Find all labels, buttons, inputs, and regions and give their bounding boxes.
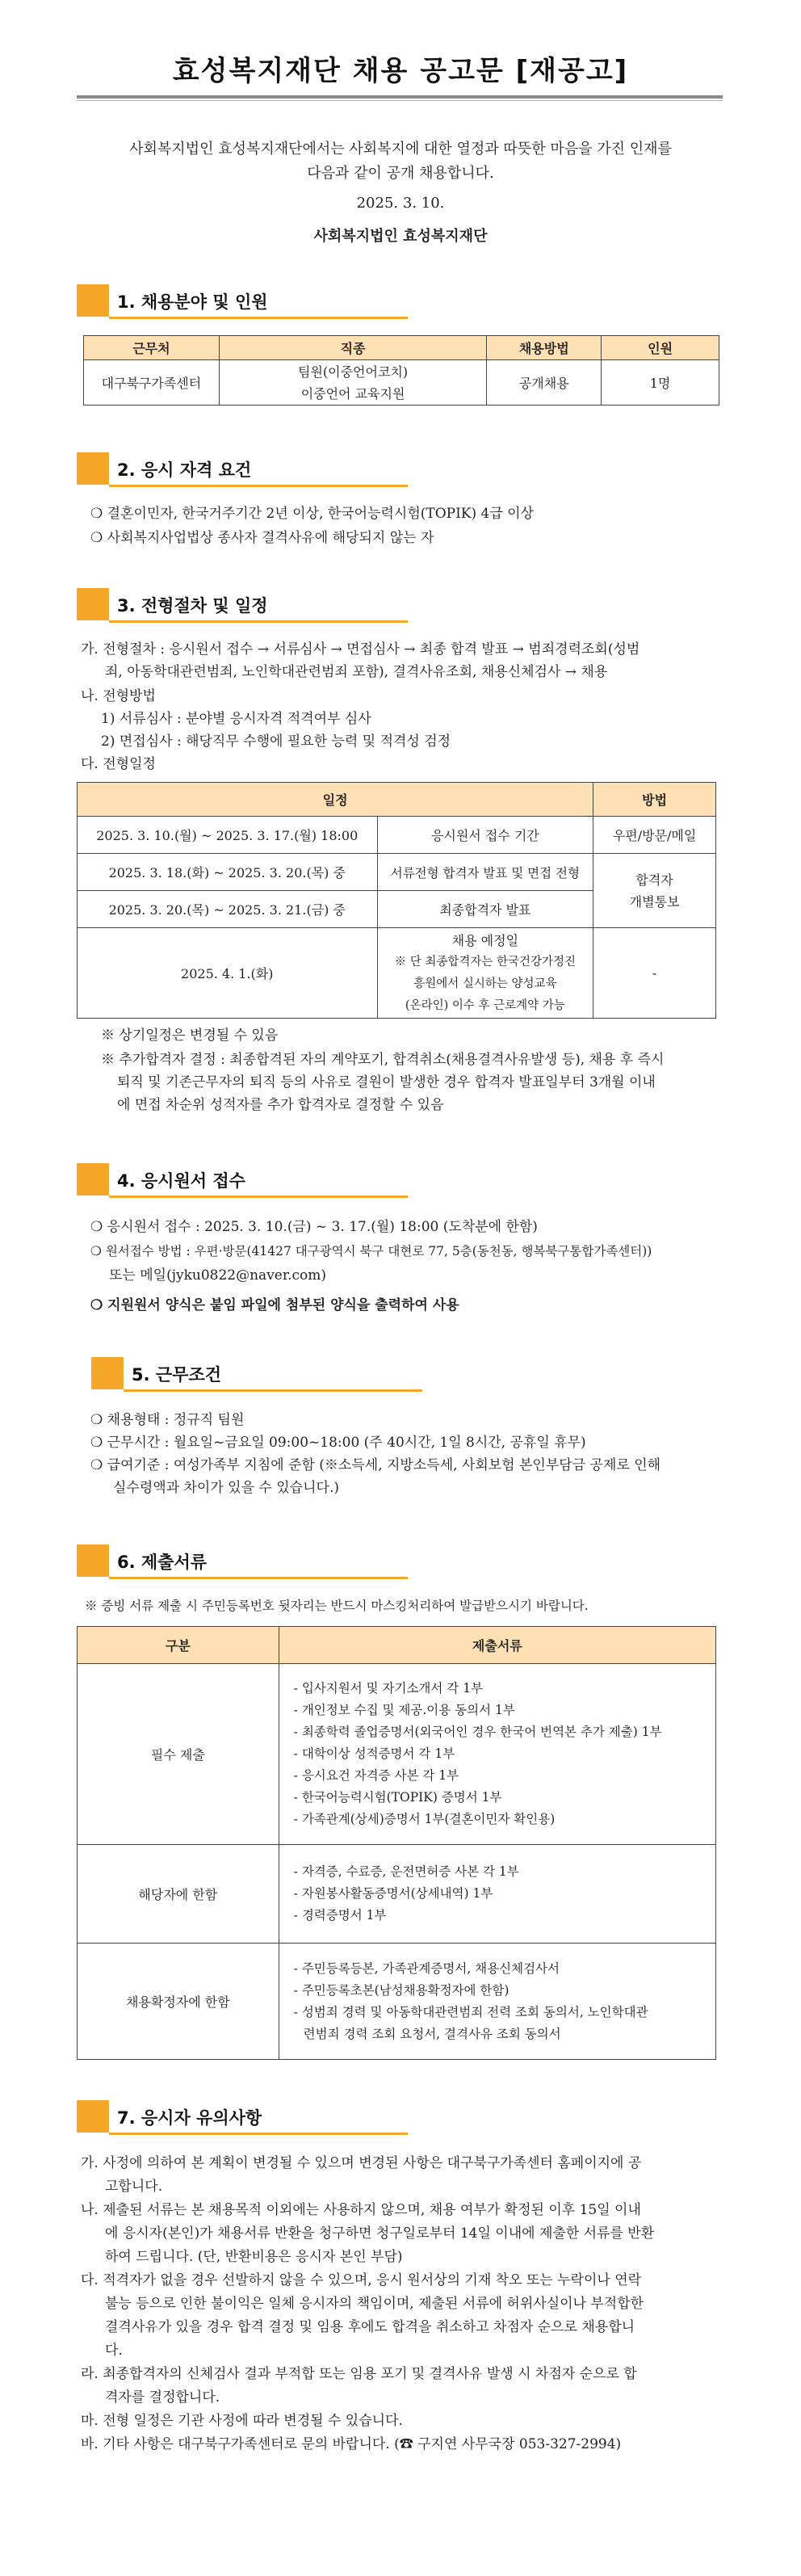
- application-form-note: ❍ 지원원서 양식은 붙임 파일에 첨부된 양식을 출력하여 사용: [90, 1297, 459, 1313]
- section-5-title: 5. 근무조건: [132, 1365, 222, 1385]
- category-hired: 채용확정자에 한함: [78, 1944, 279, 2060]
- notice-line: 다.: [105, 2343, 123, 2359]
- method-notify-1: 합격자: [635, 872, 673, 888]
- schedule-date-4: 2025. 4. 1.(화): [78, 928, 378, 1019]
- required-doc: - 대학이상 성적증명서 각 1부: [293, 1746, 455, 1761]
- section-badge: [77, 1163, 109, 1196]
- th-schedule-method: 방법: [593, 783, 716, 817]
- th-method: 채용방법: [487, 336, 602, 360]
- method-notify-2: 개별통보: [629, 893, 680, 910]
- hired-docs: [279, 1944, 715, 2060]
- notice-line: 다. 적격자가 없을 경우 선발하지 않을 수 있으며, 응시 원서상의 기재 착오 또는 누락이나 연락: [81, 2272, 642, 2288]
- th-schedule: 일정: [78, 783, 593, 817]
- documents-note: ※ 증빙 서류 제출 시 주민등록번호 뒷자리는 반드시 마스킹처리하여 발급받으시기 바랍니다.: [85, 1599, 589, 1613]
- schedule-item-1: 응시원서 접수 기간: [377, 817, 593, 854]
- hired-doc: - 주민등록초본(남성채용확정자에 한함): [293, 1982, 510, 1998]
- work-hours: ❍ 근무시간 : 월요일~금요일 09:00~18:00 (주 40시간, 1일 8시간, 공휴일 휴무): [90, 1435, 586, 1451]
- intro-line-1: 사회복지법인 효성복지재단에서는 사회복지에 대한 열정과 따뜻한 마음을 가진 인재를: [129, 141, 672, 158]
- schedule-date-3: 2025. 3. 20.(목) ~ 2025. 3. 21.(금) 중: [78, 891, 378, 928]
- notice-line: 라. 최종합격자의 신체검사 결과 부적합 또는 임용 포기 및 결격사유 발생 시 차점자 순으로 합: [81, 2366, 637, 2382]
- application-period: ❍ 응시원서 접수 : 2025. 3. 10.(금) ~ 3. 17.(월) 18:00 (도착분에 한함): [90, 1219, 538, 1235]
- required-docs: [279, 1664, 715, 1845]
- notice-line: 결격사유가 있을 경우 합격 결정 및 임용 후에도 합격을 취소하고 차점자 순으로 채용합니: [105, 2319, 635, 2335]
- section-5-heading: [91, 1357, 422, 1397]
- notice-line: 격자를 결정합니다.: [105, 2389, 220, 2406]
- section-2-heading: [77, 452, 408, 493]
- method-heading: 나. 전형방법: [81, 688, 156, 704]
- required-doc: - 최종학력 졸업증명서(외국어인 경우 한국어 번역본 추가 제출) 1부: [293, 1725, 662, 1739]
- schedule-date-1: 2025. 3. 10.(월) ~ 2025. 3. 17.(월) 18:00: [78, 817, 378, 854]
- section-4-heading: [77, 1163, 408, 1204]
- cell-place: 대구북구가족센터: [84, 360, 220, 406]
- notice-line: 바. 기타 사항은 대구북구가족센터로 문의 바랍니다. (☎ 구지연 사무국장 053-327-2994): [81, 2436, 622, 2452]
- section-3-title: 3. 전형절차 및 일정: [117, 596, 268, 616]
- hired-doc: 련범죄 경력 조회 요청서, 결격사유 조회 동의서: [303, 2026, 561, 2041]
- cell-method: 공개채용: [487, 360, 602, 406]
- notice-line: 불능 등으로 인한 불이익은 일체 응시자의 책임이며, 제출된 서류에 허위사실이나 부적합한: [105, 2296, 644, 2312]
- required-doc: - 응시요건 자격증 사본 각 1부: [293, 1768, 459, 1783]
- section-badge: [77, 1544, 109, 1577]
- section-7-heading: [77, 2100, 408, 2141]
- section-6-heading: [77, 1544, 408, 1585]
- schedule-method-1: 우편/방문/메일: [593, 817, 716, 854]
- th-documents: 제출서류: [279, 1627, 715, 1664]
- schedule-item-4-1: 채용 예정일: [451, 932, 519, 948]
- required-doc: - 가족관계(상세)증명서 1부(결혼이민자 확인용): [293, 1812, 556, 1826]
- th-place: 근무처: [84, 336, 220, 360]
- method-interview: 2) 면접심사 : 해당직무 수행에 필요한 능력 및 적격성 검정: [101, 733, 451, 750]
- required-doc: - 입사지원서 및 자기소개서 각 1부: [293, 1681, 484, 1696]
- schedule-item-3: 최종합격자 발표: [377, 891, 593, 928]
- process-line-1: 가. 전형절차 : 응시원서 접수 → 서류심사 → 면접심사 → 최종 합격 발표 → 범죄경력조회(성범: [81, 641, 640, 658]
- intro-line-2: 다음과 같이 공개 채용합니다.: [307, 165, 494, 182]
- th-job: 직종: [219, 336, 487, 360]
- schedule-heading: 다. 전형일정: [81, 756, 156, 772]
- applicable-doc: - 자격증, 수료증, 운전면허증 사본 각 1부: [293, 1864, 519, 1879]
- section-3-heading: [77, 588, 408, 628]
- hired-doc: - 성범죄 경력 및 아동학대관련범죄 전력 조회 동의서, 노인학대관: [293, 2004, 648, 2019]
- applicable-docs: [279, 1845, 715, 1944]
- schedule-item-4-3: 흥원에서 실시하는 양성교육: [413, 977, 557, 990]
- qualification-2: ❍ 사회복지사업법상 종사자 결격사유에 해당되지 않는 자: [90, 530, 434, 546]
- section-badge: [77, 284, 109, 317]
- schedule-note-1: ※ 상기일정은 변경될 수 있음: [101, 1027, 279, 1044]
- page-title: 효성복지재단 채용 공고문 [재공고]: [172, 55, 629, 87]
- method-doc: 1) 서류심사 : 분야별 응시자격 적격여부 심사: [101, 711, 371, 727]
- section-6-title: 6. 제출서류: [117, 1553, 208, 1572]
- section-1-title: 1. 채용분야 및 인원: [117, 292, 268, 312]
- section-7-title: 7. 응시자 유의사항: [117, 2108, 262, 2128]
- section-badge: [77, 2100, 109, 2133]
- application-method: ❍ 원서접수 방법 : 우편·방문(41427 대구광역시 북구 대현로 77, 5층(동천동, 행복북구통합가족센터)): [90, 1244, 652, 1259]
- section-4-title: 4. 응시원서 접수: [117, 1171, 245, 1191]
- title-divider: [77, 95, 723, 99]
- work-type: ❍ 채용형태 : 정규직 팀원: [90, 1412, 245, 1428]
- schedule-note-2: ※ 추가합격자 결정 : 최종합격된 자의 계약포기, 합격취소(채용결격사유발생 등), 채용 후 즉시: [101, 1052, 665, 1068]
- section-underline: [109, 1196, 408, 1198]
- cell-job-2: 이중언어 교육지원: [300, 385, 405, 401]
- section-underline: [109, 1577, 408, 1579]
- schedule-table: [77, 782, 716, 1019]
- notice-line: 하여 드립니다. (단, 반환비용은 응시자 본인 부담): [105, 2249, 403, 2265]
- notice-line: 고합니다.: [105, 2179, 163, 2195]
- required-doc: - 개인정보 수집 및 제공.이용 동의서 1부: [293, 1703, 515, 1717]
- title-divider-thin: [77, 100, 723, 101]
- hiring-table: [83, 335, 719, 406]
- th-count: 인원: [602, 336, 719, 360]
- notice-line: 가. 사정에 의하여 본 계획이 변경될 수 있으며 변경된 사항은 대구북구가족센터 홈페이지에 공: [81, 2155, 642, 2171]
- schedule-item-4-4: (온라인) 이수 후 근로계약 가능: [405, 998, 565, 1012]
- salary-note: 실수령액과 차이가 있을 수 있습니다.): [113, 1480, 339, 1496]
- cell-job: [219, 360, 487, 406]
- category-applicable: 해당자에 한함: [78, 1845, 279, 1944]
- notice-line: 나. 제출된 서류는 본 채용목적 이외에는 사용하지 않으며, 채용 여부가 확정된 이후 15일 이내: [81, 2202, 641, 2218]
- schedule-item-4-2: ※ 단 최종합격자는 한국건강가정진: [394, 955, 577, 969]
- section-badge: [77, 452, 109, 485]
- section-underline: [109, 317, 408, 319]
- section-underline: [109, 2133, 408, 2135]
- section-underline: [109, 485, 408, 487]
- cell-job-1: 팀원(이중언어코치): [297, 363, 409, 380]
- schedule-item-2: 서류전형 합격자 발표 및 면접 전형: [377, 854, 593, 891]
- intro-org: 사회복지법인 효성복지재단: [313, 228, 488, 245]
- hired-doc: - 주민등록등본, 가족관계증명서, 채용신체검사서: [293, 1960, 560, 1976]
- schedule-method-4: -: [593, 928, 716, 1019]
- notice-line: 에 응시자(본인)가 채용서류 반환을 청구하면 청구일로부터 14일 이내에 제출한 서류를 반환: [105, 2225, 655, 2242]
- schedule-date-2: 2025. 3. 18.(화) ~ 2025. 3. 20.(목) 중: [78, 854, 378, 891]
- schedule-item-4: [377, 928, 593, 1019]
- notice-line: 마. 전형 일정은 기관 사정에 따라 변경될 수 있습니다.: [81, 2413, 403, 2429]
- cell-count: 1명: [602, 360, 719, 406]
- intro-date: 2025. 3. 10.: [356, 195, 445, 212]
- qualification-1: ❍ 결혼이민자, 한국거주기간 2년 이상, 한국어능력시험(TOPIK) 4급 이상: [90, 506, 535, 522]
- applicable-doc: - 경력증명서 1부: [293, 1908, 387, 1923]
- schedule-note-3: 퇴직 및 기존근무자의 퇴직 등의 사유로 결원이 발생한 경우 합격자 발표일부터 3개월 이내: [117, 1074, 656, 1090]
- th-category: 구분: [78, 1627, 279, 1664]
- documents-table: [77, 1626, 716, 2060]
- section-badge: [91, 1357, 124, 1389]
- applicable-doc: - 자원봉사활동증명서(상세내역) 1부: [293, 1886, 493, 1901]
- required-doc: - 한국어능력시험(TOPIK) 증명서 1부: [293, 1790, 502, 1805]
- section-badge: [77, 588, 109, 620]
- section-1-heading: [77, 284, 408, 325]
- salary-basis: ❍ 급여기준 : 여성가족부 지침에 준함 (※소득세, 지방소득세, 사회보험 본인부담금 공제로 인해: [90, 1457, 661, 1473]
- process-line-2: 죄, 아동학대관련범죄, 노인학대관련범죄 포함), 결격사유조회, 채용신체검사 → 채용: [105, 664, 608, 680]
- section-underline: [124, 1389, 422, 1392]
- application-email: 또는 메일(jyku0822@naver.com): [109, 1267, 327, 1284]
- schedule-method-23: [593, 854, 716, 928]
- category-required: 필수 제출: [78, 1664, 279, 1845]
- section-2-title: 2. 응시 자격 요건: [117, 460, 252, 480]
- section-underline: [109, 620, 408, 623]
- schedule-note-4: 에 면접 차순위 성적자를 추가 합격자로 결정할 수 있음: [117, 1097, 444, 1113]
